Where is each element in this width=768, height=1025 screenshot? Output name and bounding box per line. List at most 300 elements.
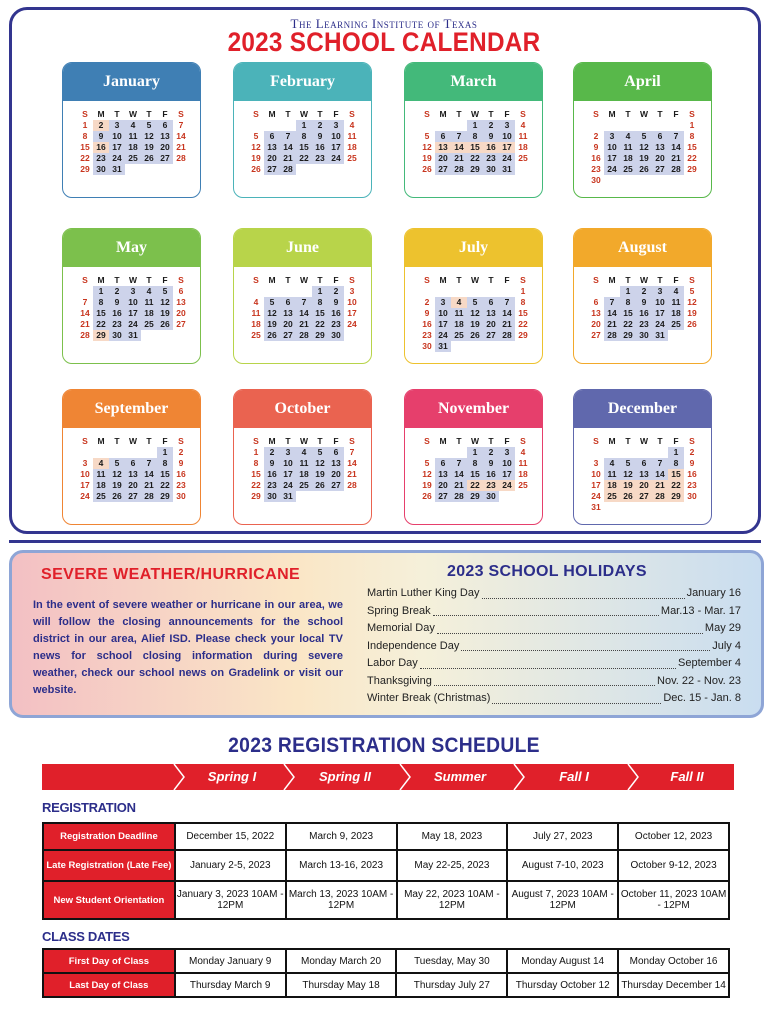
empty-day	[588, 447, 604, 458]
calendar-day: 25	[251, 330, 261, 340]
leader-dots	[482, 598, 685, 599]
calendar-day: 19	[312, 469, 328, 480]
empty-day	[435, 447, 451, 458]
calendar-day: 5	[636, 131, 652, 142]
calendar-day: 15	[251, 469, 261, 479]
weekday-letter: F	[162, 436, 168, 446]
calendar-day: 13	[157, 131, 173, 142]
calendar-day: 20	[435, 480, 451, 491]
calendar-day: 1	[157, 447, 173, 458]
calendar-day: 3	[499, 447, 515, 458]
calendar-day: 22	[157, 480, 173, 491]
month-july	[404, 228, 543, 364]
calendar-day: 12	[141, 131, 157, 142]
calendar-day: 17	[591, 480, 601, 490]
calendar-day: 6	[157, 120, 173, 131]
calendar-day: 20	[125, 480, 141, 491]
calendar-day: 10	[347, 297, 357, 307]
calendar-day: 26	[620, 491, 636, 502]
calendar-day: 24	[80, 491, 90, 501]
weekday-letter: S	[593, 436, 599, 446]
weekday-letter: W	[470, 275, 480, 285]
calendar-day: 28	[451, 491, 467, 502]
holiday-name: Memorial Day	[367, 622, 435, 634]
table-cell: October 12, 2023	[618, 823, 729, 850]
empty-day	[636, 120, 652, 131]
weekday-letter: M	[608, 275, 616, 285]
calendar-day: 23	[422, 330, 432, 340]
holiday-date: January 16	[686, 587, 741, 599]
calendar-day: 24	[604, 164, 620, 175]
weekday-letter: F	[673, 436, 679, 446]
table-cell: May 18, 2023	[397, 823, 508, 850]
calendar-day: 31	[125, 330, 141, 341]
empty-day	[451, 120, 467, 131]
table-row	[43, 881, 729, 919]
empty-day	[280, 120, 296, 131]
empty-day	[451, 286, 467, 297]
calendar-day: 14	[280, 142, 296, 153]
calendar-day: 24	[652, 319, 668, 330]
weekday-letter: T	[146, 436, 152, 446]
leader-dots	[434, 685, 655, 686]
calendar-day: 10	[435, 308, 451, 319]
calendar-day: 19	[422, 153, 432, 163]
institute-name: The Learning Institute of Texas	[290, 16, 478, 31]
weekday-letter: M	[97, 436, 105, 446]
weekday-letter: S	[349, 436, 355, 446]
empty-day	[141, 447, 157, 458]
calendar-day: 17	[435, 319, 451, 330]
calendar-day: 19	[251, 153, 261, 163]
calendar-day: 21	[499, 319, 515, 330]
calendar-day: 25	[518, 480, 528, 490]
calendar-day: 18	[451, 319, 467, 330]
calendar-day: 3	[109, 120, 125, 131]
weekday-letter: T	[114, 436, 120, 446]
weekday-letter: S	[253, 109, 259, 119]
calendar-day: 28	[451, 164, 467, 175]
calendar-day: 27	[591, 330, 601, 340]
calendar-day: 31	[591, 502, 601, 512]
calendar-day: 13	[483, 308, 499, 319]
weekday-letter: F	[673, 275, 679, 285]
table-cell: December 15, 2022	[175, 823, 286, 850]
table-cell: August 7-10, 2023	[507, 850, 618, 881]
calendar-day: 7	[141, 458, 157, 469]
month-name: December	[574, 390, 711, 428]
calendar-day: 4	[296, 447, 312, 458]
calendar-day: 8	[93, 297, 109, 308]
calendar-day: 11	[251, 308, 261, 318]
calendar-day: 1	[467, 447, 483, 458]
calendar-day: 22	[620, 319, 636, 330]
calendar-day: 27	[264, 164, 280, 175]
calendar-day: 8	[668, 458, 684, 469]
table-cell: August 7, 2023 10AM - 12PM	[507, 881, 618, 919]
calendar-day: 2	[424, 297, 430, 307]
month-name: March	[405, 63, 542, 101]
table-cell: March 9, 2023	[286, 823, 397, 850]
calendar-day: 11	[604, 469, 620, 480]
calendar-day: 9	[178, 458, 184, 468]
calendar-day: 12	[157, 297, 173, 308]
weekday-letter: W	[128, 275, 138, 285]
calendar-day: 8	[296, 131, 312, 142]
calendar-day: 23	[483, 153, 499, 164]
weekday-letter: F	[504, 275, 510, 285]
calendar-day: 25	[347, 153, 357, 163]
calendar-day: 12	[264, 308, 280, 319]
empty-day	[636, 447, 652, 458]
term-header-bar	[42, 764, 734, 790]
calendar-day: 4	[520, 447, 526, 457]
calendar-day: 13	[264, 142, 280, 153]
calendar-day: 13	[435, 469, 451, 480]
calendar-day: 22	[93, 319, 109, 330]
calendar-day: 11	[93, 469, 109, 480]
calendar-day: 29	[467, 491, 483, 502]
weekday-letter: T	[657, 275, 663, 285]
weekday-letter: T	[488, 275, 494, 285]
table-cell: October 9-12, 2023	[618, 850, 729, 881]
calendar-day: 18	[141, 308, 157, 319]
calendar-day: 14	[604, 308, 620, 319]
calendar-day: 18	[518, 142, 528, 152]
holiday-name: Independence Day	[367, 639, 460, 652]
empty-day	[93, 447, 109, 458]
calendar-day: 5	[109, 458, 125, 469]
calendar-day: 16	[483, 142, 499, 153]
weekday-letter: M	[97, 109, 105, 119]
calendar-day: 25	[125, 153, 141, 164]
leader-dots	[492, 703, 661, 704]
calendar-day: 5	[157, 286, 173, 297]
empty-day	[499, 286, 515, 297]
calendar-day: 17	[280, 469, 296, 480]
weekday-letter: S	[424, 109, 430, 119]
calendar-day: 30	[264, 491, 280, 502]
calendar-day: 12	[620, 469, 636, 480]
calendar-day: 3	[593, 458, 599, 468]
month-october	[233, 389, 372, 525]
calendar-day: 13	[591, 308, 601, 318]
calendar-day: 4	[668, 286, 684, 297]
month-january	[62, 62, 201, 198]
empty-day	[668, 120, 684, 131]
calendar-day: 18	[93, 480, 109, 491]
calendar-day: 20	[176, 308, 186, 318]
calendar-day: 21	[141, 480, 157, 491]
calendar-day: 15	[312, 308, 328, 319]
calendar-day: 30	[109, 330, 125, 341]
month-march	[404, 62, 543, 198]
calendar-day: 27	[157, 153, 173, 164]
weekday-letter: W	[128, 436, 138, 446]
weekday-letter: T	[285, 275, 291, 285]
calendar-day: 9	[483, 458, 499, 469]
calendar-day: 4	[604, 458, 620, 469]
month-june	[233, 228, 372, 364]
calendar-day: 1	[82, 120, 88, 130]
month-september	[62, 389, 201, 525]
calendar-day: 23	[312, 153, 328, 164]
holidays-list	[367, 585, 741, 708]
calendar-day: 19	[141, 142, 157, 153]
calendar-day: 14	[80, 308, 90, 318]
month-day-grid	[419, 275, 531, 352]
month-day-grid	[248, 275, 360, 341]
month-day-grid	[77, 436, 189, 502]
calendar-day: 20	[328, 469, 344, 480]
calendar-day: 12	[312, 458, 328, 469]
weekday-letter: M	[268, 275, 276, 285]
table-cell: Thursday May 18	[286, 973, 397, 997]
calendar-day: 28	[652, 491, 668, 502]
calendar-day: 30	[422, 341, 432, 351]
month-december	[573, 389, 712, 525]
empty-day	[125, 447, 141, 458]
weekday-letter: S	[520, 436, 526, 446]
month-day-grid	[588, 275, 700, 341]
calendar-day: 15	[620, 308, 636, 319]
calendar-day: 8	[467, 131, 483, 142]
weekday-letter: T	[317, 436, 323, 446]
table-cell: Thursday October 12	[507, 973, 618, 997]
empty-day	[467, 286, 483, 297]
holiday-date: September 4	[678, 657, 741, 669]
month-day-grid	[248, 436, 360, 502]
month-november	[404, 389, 543, 525]
calendar-day: 18	[296, 469, 312, 480]
weekday-letter: F	[504, 436, 510, 446]
calendar-day: 9	[636, 297, 652, 308]
calendar-day: 8	[253, 458, 259, 468]
weekday-letter: T	[285, 109, 291, 119]
calendar-day: 11	[620, 142, 636, 153]
calendar-day: 26	[312, 480, 328, 491]
calendar-day: 21	[280, 153, 296, 164]
calendar-day: 12	[422, 469, 432, 479]
calendar-day: 23	[636, 319, 652, 330]
weekday-letter: S	[593, 275, 599, 285]
calendar-day: 5	[424, 131, 430, 141]
month-day-grid	[588, 436, 700, 513]
registration-section-label: REGISTRATION	[42, 800, 136, 815]
row-label: First Day of Class	[43, 949, 175, 973]
calendar-day: 10	[652, 297, 668, 308]
calendar-day: 28	[280, 164, 296, 175]
weather-title: SEVERE WEATHER/HURRICANE	[41, 566, 301, 583]
table-cell: Thursday December 14	[618, 973, 729, 997]
calendar-day: 28	[80, 330, 90, 340]
month-name: April	[574, 63, 711, 101]
calendar-day: 9	[593, 142, 599, 152]
calendar-day: 30	[483, 491, 499, 502]
calendar-day: 12	[422, 142, 432, 152]
calendar-day: 23	[176, 480, 186, 490]
calendar-day: 23	[687, 480, 697, 490]
calendar-day: 9	[312, 131, 328, 142]
calendar-day: 27	[435, 491, 451, 502]
month-day-grid	[419, 109, 531, 175]
calendar-day: 2	[636, 286, 652, 297]
weekday-letter: F	[333, 436, 339, 446]
calendar-day: 6	[264, 131, 280, 142]
calendar-day: 18	[620, 153, 636, 164]
calendar-day: 10	[280, 458, 296, 469]
weekday-letter: T	[488, 436, 494, 446]
holiday-name: Winter Break (Christmas)	[367, 692, 491, 704]
calendar-day: 17	[125, 308, 141, 319]
calendar-day: 16	[591, 153, 601, 163]
calendar-day: 26	[422, 491, 432, 501]
calendar-day: 14	[141, 469, 157, 480]
calendar-day: 21	[296, 319, 312, 330]
calendar-day: 24	[280, 480, 296, 491]
calendar-day: 12	[251, 142, 261, 152]
holiday-name: Thanksgiving	[367, 674, 432, 687]
calendar-day: 19	[422, 480, 432, 490]
calendar-day: 5	[620, 458, 636, 469]
calendar-day: 2	[178, 447, 184, 457]
weekday-letter: S	[424, 436, 430, 446]
weekday-letter: M	[439, 275, 447, 285]
calendar-day: 13	[280, 308, 296, 319]
calendar-day: 15	[518, 308, 528, 318]
calendar-day: 2	[264, 447, 280, 458]
calendar-day: 12	[636, 142, 652, 153]
calendar-day: 16	[422, 319, 432, 329]
calendar-day: 6	[636, 458, 652, 469]
calendar-day: 2	[93, 120, 109, 131]
calendar-day: 23	[328, 319, 344, 330]
month-february	[233, 62, 372, 198]
empty-day	[604, 120, 620, 131]
weather-text: In the event of severe weather or hurricane in our area, we will follow the closing announcements for the school district in our area, Alief ISD. Please check your local TV news for school closing information during severe weather, check our school news on Gradelink or visit our website.	[33, 599, 343, 696]
calendar-day: 20	[157, 142, 173, 153]
weekday-letter: S	[178, 436, 184, 446]
calendar-day: 2	[689, 447, 695, 457]
calendar-day: 10	[604, 142, 620, 153]
holiday-row	[367, 655, 741, 673]
table-cell: Thursday July 27	[396, 973, 507, 997]
calendar-day: 5	[312, 447, 328, 458]
calendar-day: 15	[467, 142, 483, 153]
calendar-day: 18	[604, 480, 620, 491]
weekday-letter: W	[639, 436, 649, 446]
calendar-day: 21	[176, 142, 186, 152]
calendar-day: 5	[689, 286, 695, 296]
empty-day	[620, 120, 636, 131]
calendar-day: 3	[652, 286, 668, 297]
weekday-letter: S	[253, 275, 259, 285]
weekday-letter: F	[162, 109, 168, 119]
calendar-day: 31	[652, 330, 668, 341]
calendar-day: 1	[312, 286, 328, 297]
calendar-day: 23	[483, 480, 499, 491]
calendar-day: 14	[668, 142, 684, 153]
calendar-day: 12	[687, 297, 697, 307]
calendar-day: 18	[251, 319, 261, 329]
holidays-title: 2023 SCHOOL HOLIDAYS	[447, 563, 647, 580]
calendar-day: 13	[125, 469, 141, 480]
month-may	[62, 228, 201, 364]
calendar-day: 17	[347, 308, 357, 318]
calendar-day: 7	[499, 297, 515, 308]
weekday-letter: W	[128, 109, 138, 119]
weekday-letter: T	[146, 275, 152, 285]
calendar-day: 21	[80, 319, 90, 329]
calendar-day: 17	[604, 153, 620, 164]
calendar-day: 7	[451, 458, 467, 469]
weekday-letter: F	[333, 275, 339, 285]
calendar-day: 16	[636, 308, 652, 319]
calendar-day: 4	[125, 120, 141, 131]
calendar-day: 25	[620, 164, 636, 175]
calendar-day: 1	[520, 286, 526, 296]
month-august	[573, 228, 712, 364]
calendar-day: 6	[435, 131, 451, 142]
calendar-day: 22	[518, 319, 528, 329]
empty-day	[264, 120, 280, 131]
weekday-letter: M	[608, 109, 616, 119]
holiday-row	[367, 585, 741, 603]
calendar-day: 16	[483, 469, 499, 480]
calendar-day: 21	[604, 319, 620, 330]
calendar-day: 6	[652, 131, 668, 142]
weekday-letter: T	[456, 109, 462, 119]
calendar-day: 25	[93, 491, 109, 502]
term-4: Fall I	[559, 769, 589, 784]
holiday-row	[367, 673, 741, 691]
weekday-letter: T	[625, 436, 631, 446]
weekday-letter: S	[178, 275, 184, 285]
calendar-day: 27	[125, 491, 141, 502]
calendar-day: 29	[251, 491, 261, 501]
calendar-day: 19	[687, 308, 697, 318]
empty-day	[248, 286, 264, 297]
weekday-letter: W	[470, 109, 480, 119]
holiday-date: Mar.13 - Mar. 17	[660, 604, 741, 617]
calendar-day: 21	[652, 480, 668, 491]
calendar-day: 9	[424, 308, 430, 318]
calendar-day: 23	[591, 164, 601, 174]
calendar-day: 6	[328, 447, 344, 458]
month-name: January	[63, 63, 200, 101]
weekday-letter: T	[488, 109, 494, 119]
calendar-day: 7	[451, 131, 467, 142]
empty-day	[77, 447, 93, 458]
calendar-day: 2	[593, 131, 599, 141]
calendar-day: 13	[652, 142, 668, 153]
calendar-day: 7	[349, 447, 355, 457]
calendar-day: 11	[518, 131, 528, 141]
weekday-letter: S	[520, 275, 526, 285]
weekday-letter: S	[689, 436, 695, 446]
calendar-day: 8	[157, 458, 173, 469]
leader-dots	[461, 650, 710, 651]
calendar-day: 15	[668, 469, 684, 480]
calendar-day: 11	[296, 458, 312, 469]
calendar-day: 22	[312, 319, 328, 330]
calendar-day: 11	[451, 308, 467, 319]
calendar-day: 15	[687, 142, 697, 152]
calendar-day: 1	[620, 286, 636, 297]
calendar-day: 29	[668, 491, 684, 502]
calendar-day: 4	[349, 120, 355, 130]
calendar-day: 7	[668, 131, 684, 142]
